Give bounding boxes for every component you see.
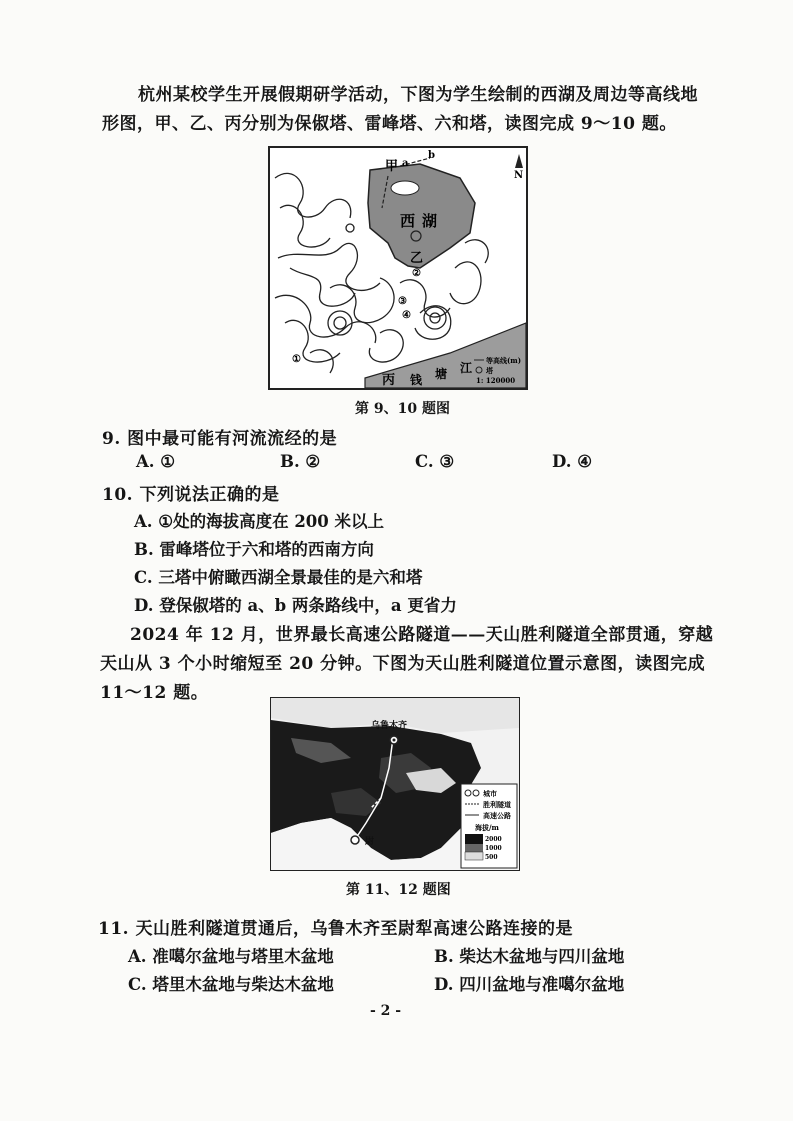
- city-yuli: 尉: [365, 837, 375, 847]
- q9-option-a: A. ①: [136, 452, 176, 471]
- intro2-line3: 11～12 题。: [100, 683, 209, 703]
- marker-3: ③: [398, 296, 407, 307]
- legend-contour: 等高线(m): [486, 356, 522, 365]
- lake-label-hu: 湖: [422, 212, 438, 230]
- intro1-line2: 形图，甲、乙、丙分别为保俶塔、雷峰塔、六和塔，读图完成 9～10 题。: [102, 114, 677, 134]
- q11-option-a: A. 准噶尔盆地与塔里木盆地: [128, 947, 334, 966]
- page-number: - 2 -: [370, 1003, 402, 1019]
- q10-option-c: C. 三塔中俯瞰西湖全景最佳的是六和塔: [134, 568, 423, 587]
- legend-tower: 塔: [486, 366, 493, 375]
- tianshan-map: [271, 698, 519, 870]
- figure1-caption: 第 9、10 题图: [355, 401, 450, 417]
- legend-elevation: 海拔/m: [475, 823, 499, 832]
- legend-highway: 高速公路: [483, 811, 511, 820]
- intro2-line2: 天山从 3 个小时缩短至 20 分钟。下图为天山胜利隧道位置示意图，读图完成: [100, 654, 706, 674]
- label-b: b: [428, 150, 435, 161]
- north-label: N: [514, 170, 524, 181]
- river-label-3: 江: [460, 361, 473, 375]
- city-urumqi: 乌鲁木齐: [371, 721, 408, 731]
- q9-stem: 9. 图中最可能有河流流经的是: [102, 429, 338, 449]
- label-yi: 乙: [410, 251, 424, 266]
- q11-option-d: D. 四川盆地与准噶尔盆地: [434, 975, 625, 994]
- q9-option-b: B. ②: [280, 452, 321, 471]
- lake-label-xi: 西: [400, 212, 416, 230]
- marker-2: ②: [412, 268, 421, 279]
- tianshan-map-figure: [270, 697, 520, 871]
- q10-option-a: A. ①处的海拔高度在 200 米以上: [134, 512, 385, 531]
- marker-4: ④: [402, 310, 411, 321]
- intro1-line1: 杭州某校学生开展假期研学活动，下图为学生绘制的西湖及周边等高线地: [138, 85, 698, 105]
- contour-map: [270, 148, 526, 388]
- legend-scale: 1: 120000: [476, 376, 516, 385]
- label-jia: 甲: [385, 159, 399, 174]
- q11-stem: 11. 天山胜利隧道贯通后，乌鲁木齐至尉犁高速公路连接的是: [98, 919, 573, 939]
- q10-stem: 10. 下列说法正确的是: [102, 485, 280, 505]
- q9-option-c: C. ③: [415, 452, 455, 471]
- figure2-caption: 第 11、12 题图: [346, 882, 451, 898]
- legend-city: 城市: [483, 789, 497, 798]
- q9-option-d: D. ④: [552, 452, 593, 471]
- river-label-1: 钱: [410, 373, 423, 387]
- q11-option-b: B. 柴达木盆地与四川盆地: [434, 947, 625, 966]
- legend-level-500: 500: [485, 854, 498, 861]
- legend-level-2000: 2000: [485, 836, 502, 843]
- label-a: a: [402, 158, 409, 169]
- river-label-2: 塘: [435, 367, 448, 381]
- q11-option-c: C. 塔里木盆地与柴达木盆地: [128, 975, 334, 994]
- label-bing: 丙: [382, 373, 396, 388]
- legend-level-1000: 1000: [485, 845, 502, 852]
- q10-option-d: D. 登保俶塔的 a、b 两条路线中，a 更省力: [134, 596, 457, 615]
- q10-option-b: B. 雷峰塔位于六和塔的西南方向: [134, 540, 374, 559]
- legend-tunnel: 胜利隧道: [483, 800, 511, 809]
- marker-1: ①: [292, 354, 301, 365]
- intro2-line1: 2024 年 12 月，世界最长高速公路隧道——天山胜利隧道全部贯通，穿越: [130, 625, 714, 645]
- contour-map-figure: [268, 146, 528, 390]
